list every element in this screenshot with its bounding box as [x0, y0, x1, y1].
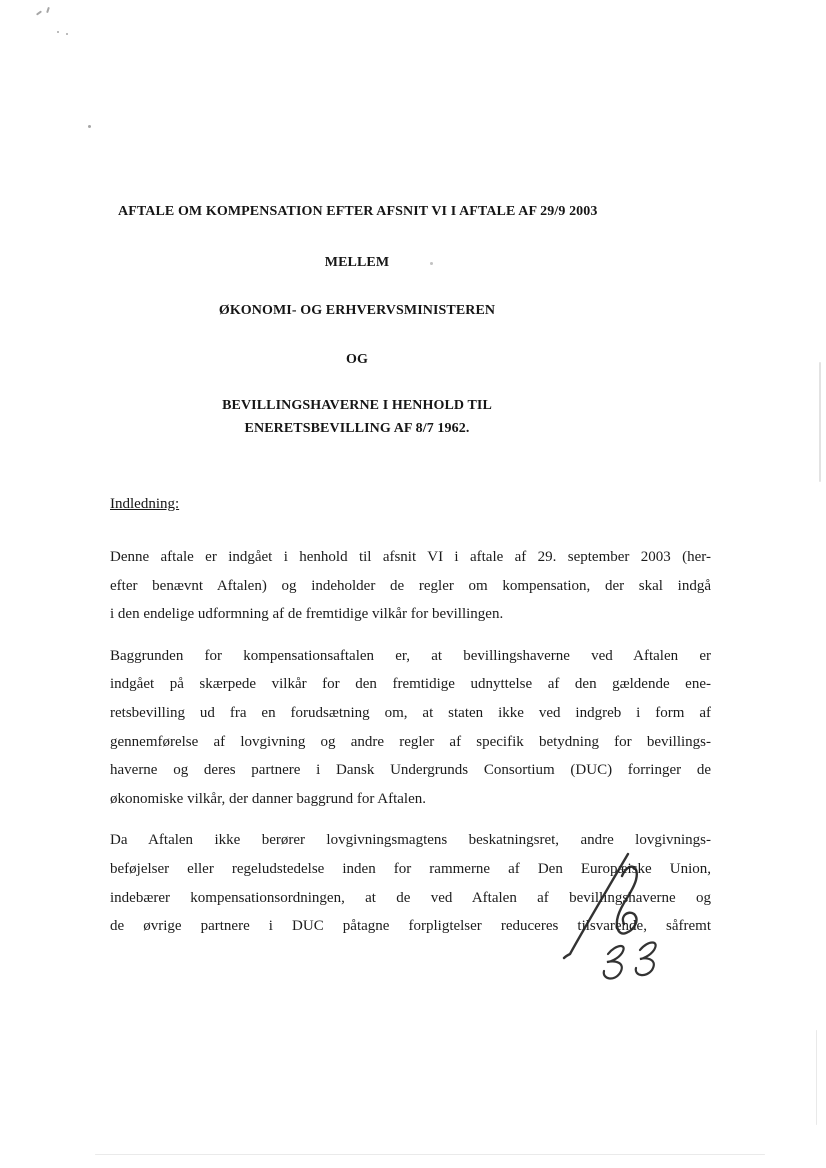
document-title: AFTALE OM KOMPENSATION EFTER AFSNIT VI I AFTALE AF 29/9 2003	[118, 204, 598, 219]
text-line: Denne aftale er indgået i henhold til afsnit VI i aftale af 29. september 2003 (her-	[110, 549, 711, 565]
text-line: beføjelser eller regeludstedelse inden for rammerne af Den Europæiske Union,	[110, 860, 711, 877]
scan-artifact	[95, 1154, 765, 1155]
text-line: haverne og deres partnere i Dansk Undergrunds Consortium (DUC) forringer de	[110, 762, 711, 779]
party-two-line-1: BEVILLINGSHAVERNE I HENHOLD TIL	[222, 398, 492, 413]
text-line: i den endelige udformning af de fremtidige vilkår for bevillingen.	[110, 606, 504, 623]
paragraph	[110, 543, 711, 629]
text-line: retsbevilling ud fra en forudsætning om, at staten ikke ved indgreb i form af	[110, 704, 711, 721]
text-line: efter benævnt Aftalen) og indeholder de regler om kompensation, der skal indgå	[110, 577, 711, 594]
text-line: Baggrunden for kompensationsaftalen er, at bevillingshaverne ved Aftalen er	[110, 647, 711, 664]
paragraph	[110, 642, 711, 814]
text-line: indgået på skærpede vilkår for den fremtidige udnyttelse af den gældende ene-	[110, 676, 711, 693]
party-one: ØKONOMI- OG ERHVERVSMINISTEREN	[218, 303, 496, 318]
paragraph	[110, 826, 711, 940]
text-line: indebærer kompensationsordningen, at de ved Aftalen af bevillingshaverne og	[110, 889, 711, 906]
scan-artifact	[816, 1030, 817, 1125]
scan-artifact	[66, 33, 68, 35]
text-line: gennemførelse af lovgivning og andre regler af specifik betydning for bevillings-	[110, 733, 711, 750]
scan-artifact	[88, 125, 91, 128]
scan-artifact	[36, 10, 42, 15]
party-two-line-2: ENERETSBEVILLING AF 8/7 1962.	[244, 421, 470, 436]
text-line: de øvrige partnere i DUC påtagne forpligtelser reduceres tilsvarende, såfremt	[110, 918, 711, 935]
scan-artifact	[57, 31, 59, 33]
section-heading: Indledning:	[110, 496, 180, 512]
between-label: MELLEM	[324, 255, 390, 270]
text-line: økonomiske vilkår, der danner baggrund for Aftalen.	[110, 790, 426, 807]
scan-artifact	[819, 362, 821, 482]
scan-artifact	[430, 262, 433, 265]
and-label: OG	[346, 352, 368, 367]
document-body	[110, 543, 711, 954]
scan-artifact	[46, 7, 50, 13]
text-line: Da Aftalen ikke berører lovgivningsmagtens beskatningsret, andre lovgivnings-	[110, 832, 711, 849]
